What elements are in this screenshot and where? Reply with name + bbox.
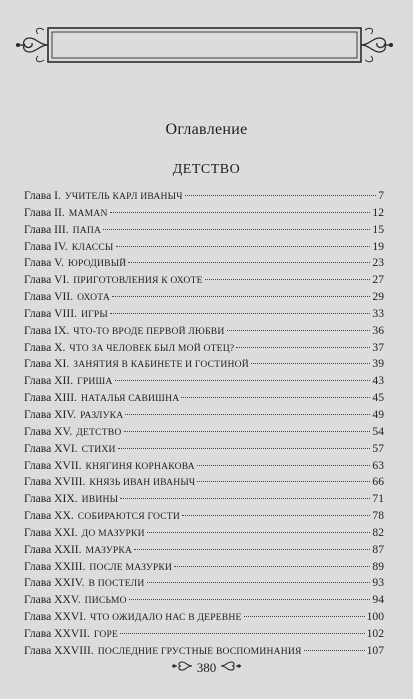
chapter-page-number: 45 — [372, 391, 384, 405]
chapter-page-number: 63 — [372, 458, 384, 472]
chapter-title: КЛАССЫ — [71, 241, 114, 253]
chapter-page-number: 36 — [372, 323, 384, 337]
toc-entry — [24, 222, 384, 239]
chapter-page-number: 19 — [372, 239, 384, 253]
toc-list — [24, 188, 384, 660]
chapter-label: Глава XI. — [24, 357, 70, 371]
dot-leader — [110, 212, 371, 213]
toc-entry — [24, 407, 384, 424]
chapter-title: MAMAN — [68, 207, 108, 219]
chapter-label: Глава VI. — [24, 273, 70, 287]
toc-entry — [24, 609, 384, 626]
chapter-title: ЗАНЯТИЯ В КАБИНЕТЕ И ГОСТИНОЙ — [73, 359, 249, 371]
chapter-page-number: 7 — [378, 189, 384, 202]
toc-entry — [24, 289, 384, 306]
chapter-title: ОХОТА — [77, 292, 110, 304]
chapter-label: Глава XVI. — [24, 441, 78, 455]
toc-entry — [24, 340, 384, 357]
chapter-title: ДО МАЗУРКИ — [81, 527, 145, 539]
chapter-title: ЧТО-ТО ВРОДЕ ПЕРВОЙ ЛЮБВИ — [73, 325, 225, 337]
chapter-title: СОБИРАЮТСЯ ГОСТИ — [77, 511, 181, 523]
toc-entry — [24, 255, 384, 272]
chapter-label: Глава XXII. — [24, 542, 82, 556]
toc-entry — [24, 424, 384, 441]
dot-leader — [110, 313, 370, 314]
chapter-label: Глава XX. — [24, 509, 74, 523]
dot-leader — [185, 195, 377, 196]
chapter-page-number: 93 — [372, 576, 384, 590]
toc-entry — [24, 272, 384, 289]
chapter-title: СТИХИ — [81, 443, 116, 455]
toc-entry — [24, 491, 384, 508]
dot-leader — [181, 397, 370, 398]
chapter-page-number: 27 — [372, 273, 384, 287]
chapter-label: Глава XXIV. — [24, 576, 85, 590]
toc-entry — [24, 306, 384, 323]
chapter-title: ГОРЕ — [93, 628, 119, 640]
chapter-page-number: 89 — [372, 559, 384, 573]
chapter-page-number: 102 — [366, 626, 384, 640]
chapter-label: Глава I. — [24, 189, 61, 202]
dot-leader — [244, 616, 365, 617]
dot-leader — [125, 414, 370, 415]
chapter-label: Глава XII. — [24, 374, 74, 388]
chapter-page-number: 15 — [372, 222, 384, 236]
page-number: 380 — [196, 660, 217, 675]
toc-entry — [24, 239, 384, 256]
dot-leader — [236, 347, 370, 348]
toc-entry — [24, 458, 384, 475]
chapter-title: МАЗУРКА — [85, 544, 133, 556]
chapter-label: Глава XXVI. — [24, 610, 87, 624]
left-ornament-icon — [171, 659, 193, 677]
dot-leader — [251, 363, 371, 364]
dot-leader — [227, 330, 371, 331]
chapter-title: ПОСЛЕДНИЕ ГРУСТНЫЕ ВОСПОМИНАНИЯ — [97, 645, 302, 657]
chapter-title: В ПОСТЕЛИ — [88, 578, 145, 590]
chapter-label: Глава VIII. — [24, 306, 77, 320]
chapter-page-number: 33 — [372, 306, 384, 320]
toc-entry — [24, 525, 384, 542]
toc-entry — [24, 626, 384, 643]
chapter-title: ДЕТСТВО — [76, 426, 122, 438]
chapter-title: ПРИГОТОВЛЕНИЯ К ОХОТЕ — [73, 275, 203, 287]
chapter-page-number: 57 — [372, 441, 384, 455]
chapter-title: КНЯГИНЯ КОРНАКОВА — [85, 460, 195, 472]
dot-leader — [197, 481, 370, 482]
dot-leader — [103, 229, 370, 230]
toc-entry — [24, 188, 384, 205]
page-footer — [0, 658, 413, 678]
dot-leader — [120, 633, 365, 634]
dot-leader — [129, 599, 371, 600]
chapter-page-number: 12 — [372, 205, 384, 219]
dot-leader — [147, 582, 371, 583]
chapter-title: НАТАЛЬЯ САВИШНА — [80, 393, 180, 405]
chapter-label: Глава XVII. — [24, 458, 82, 472]
header-ornament — [14, 24, 395, 66]
chapter-page-number: 23 — [372, 256, 384, 270]
toc-entry — [24, 592, 384, 609]
dot-leader — [197, 465, 370, 466]
toc-entry — [24, 508, 384, 525]
toc-entry — [24, 390, 384, 407]
chapter-page-number: 66 — [372, 475, 384, 489]
chapter-title: РАЗЛУКА — [80, 409, 124, 421]
toc-entry — [24, 205, 384, 222]
chapter-title: КНЯЗЬ ИВАН ИВАНЫЧ — [89, 477, 196, 489]
chapter-label: Глава VII. — [24, 290, 74, 304]
dot-leader — [205, 279, 371, 280]
dot-leader — [120, 498, 370, 499]
dot-leader — [174, 566, 370, 567]
decorative-header-frame — [14, 24, 395, 66]
dot-leader — [128, 262, 370, 263]
chapter-label: Глава III. — [24, 222, 69, 236]
chapter-page-number: 37 — [372, 340, 384, 354]
chapter-page-number: 29 — [372, 290, 384, 304]
chapter-title: ЮРОДИВЫЙ — [67, 258, 127, 270]
chapter-label: Глава XXVIII. — [24, 643, 94, 657]
dot-leader — [116, 246, 371, 247]
chapter-title: ИГРЫ — [80, 308, 108, 320]
section-heading: ДЕТСТВО — [172, 162, 241, 177]
chapter-label: Глава XXV. — [24, 593, 81, 607]
dot-leader — [124, 431, 371, 432]
dot-leader — [112, 296, 370, 297]
chapter-page-number: 49 — [372, 407, 384, 421]
chapter-page-number: 43 — [372, 374, 384, 388]
toc-entry — [24, 356, 384, 373]
chapter-label: Глава XIII. — [24, 391, 77, 405]
chapter-label: Глава IX. — [24, 323, 70, 337]
toc-heading: Оглавление — [165, 121, 248, 138]
dot-leader — [115, 380, 371, 381]
chapter-label: Глава II. — [24, 205, 65, 219]
chapter-label: Глава V. — [24, 256, 64, 270]
chapter-page-number: 107 — [366, 643, 384, 657]
chapter-label: Глава XXI. — [24, 525, 78, 539]
chapter-title: ИВИНЫ — [81, 494, 119, 506]
dot-leader — [147, 532, 371, 533]
chapter-title: ЧТО ЗА ЧЕЛОВЕК БЫЛ МОЙ ОТЕЦ? — [69, 342, 235, 354]
toc-entry — [24, 542, 384, 559]
chapter-label: Глава XIV. — [24, 407, 77, 421]
chapter-page-number: 78 — [372, 509, 384, 523]
chapter-label: Глава XXVII. — [24, 626, 90, 640]
chapter-page-number: 87 — [372, 542, 384, 556]
right-ornament-icon — [220, 659, 242, 677]
chapter-label: Глава X. — [24, 340, 66, 354]
toc-entry — [24, 373, 384, 390]
chapter-label: Глава IV. — [24, 239, 68, 253]
toc-entry — [24, 474, 384, 491]
chapter-label: Глава XV. — [24, 424, 73, 438]
chapter-page-number: 71 — [372, 492, 384, 506]
chapter-title: ЧТО ОЖИДАЛО НАС В ДЕРЕВНЕ — [90, 612, 242, 624]
toc-entry — [24, 575, 384, 592]
chapter-title: ПАПА — [72, 224, 102, 236]
dot-leader — [118, 448, 371, 449]
chapter-title: ПИСЬМО — [84, 595, 127, 607]
dot-leader — [182, 515, 370, 516]
chapter-label: Глава XVIII. — [24, 475, 86, 489]
dot-leader — [304, 650, 365, 651]
toc-entry — [24, 323, 384, 340]
chapter-label: Глава XXIII. — [24, 559, 86, 573]
chapter-page-number: 100 — [366, 610, 384, 624]
toc-entry — [24, 559, 384, 576]
chapter-page-number: 94 — [372, 593, 384, 607]
dot-leader — [134, 549, 370, 550]
chapter-title: ГРИША — [77, 376, 113, 388]
chapter-page-number: 39 — [372, 357, 384, 371]
toc-entry — [24, 441, 384, 458]
chapter-label: Глава XIX. — [24, 492, 78, 506]
chapter-title: УЧИТЕЛЬ КАРЛ ИВАНЫЧ — [64, 191, 183, 202]
chapter-page-number: 82 — [372, 525, 384, 539]
chapter-page-number: 54 — [372, 424, 384, 438]
chapter-title: ПОСЛЕ МАЗУРКИ — [89, 561, 173, 573]
